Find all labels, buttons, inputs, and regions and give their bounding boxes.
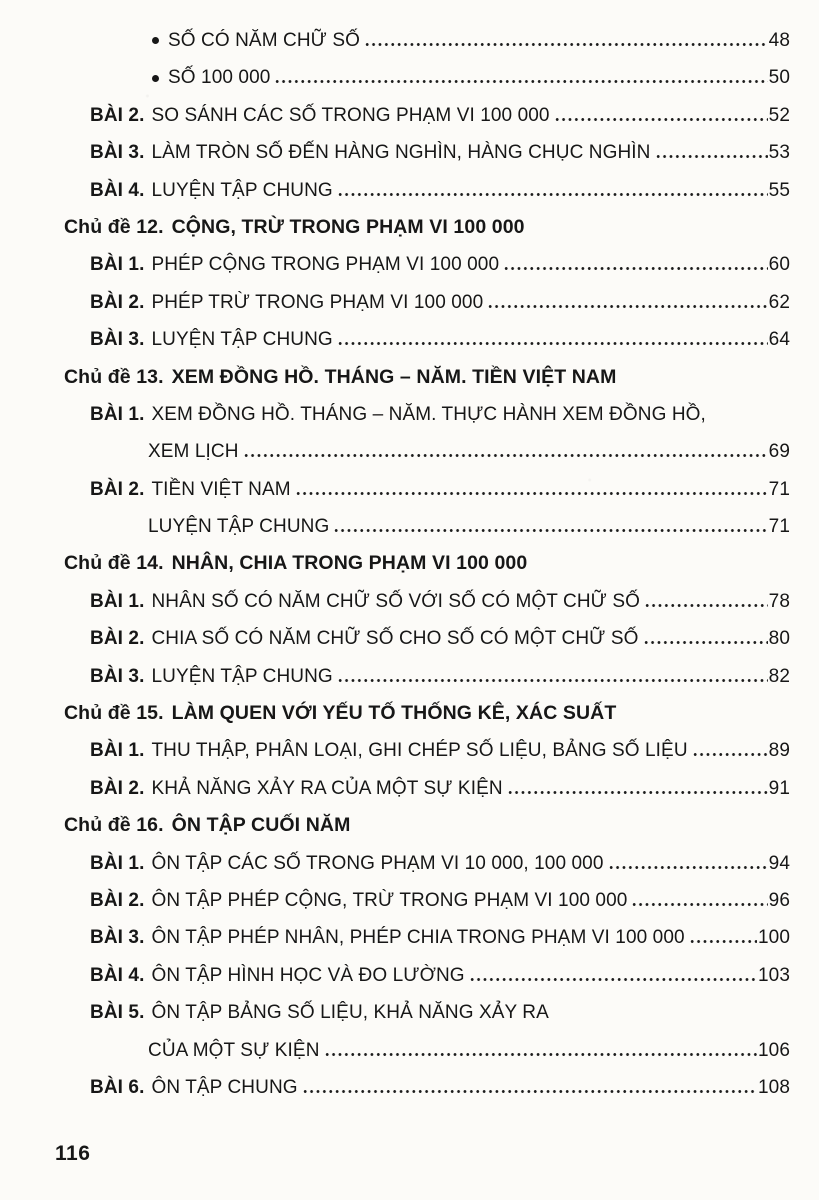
toc-entry-label: BÀI 3. [90,329,145,351]
toc-entry-label: BÀI 2. [90,889,145,911]
toc-entry [0,620,790,657]
page-number: 116 [55,1142,91,1165]
toc-entry-page: 91 [768,777,790,799]
toc-entry-title: THU THẬP, PHÂN LOẠI, GHI CHÉP SỐ LIỆU, BẢNG SỐ LIỆU [151,740,688,762]
bullet-icon [152,75,159,82]
toc-entry-label: BÀI 2. [90,104,145,126]
dot-leader [692,753,768,756]
toc-entry-page: 108 [757,1076,790,1098]
dot-leader [333,529,767,532]
dot-leader [503,267,768,270]
toc-entry-page: 53 [768,142,790,164]
toc-entry-label: BÀI 1. [90,590,145,612]
toc-entry [0,807,790,844]
toc-entry-label: Chủ đề 15. [64,702,164,725]
dot-leader [608,866,768,869]
toc-entry-page: 48 [768,30,790,51]
toc-entry-label: BÀI 1. [90,740,145,762]
dot-leader [469,978,757,981]
dot-leader [337,193,768,196]
toc-entry [0,433,790,470]
toc-entry [0,658,790,695]
toc-entry [0,1032,790,1069]
dot-leader [643,641,768,644]
toc-entry-page: 89 [768,740,790,762]
toc-entry-page: 78 [768,590,790,612]
toc-entry-label: BÀI 4. [90,179,145,201]
toc-entry-title: PHÉP CỘNG TRONG PHẠM VI 100 000 [151,254,500,276]
toc-entry [0,172,790,209]
toc-entry-page: 55 [768,179,790,201]
toc-entry-title: ÔN TẬP CHUNG [151,1076,298,1098]
dot-leader [302,1090,757,1093]
toc-entry [0,695,790,732]
toc-entry-page: 52 [768,104,790,126]
toc-entry-title: ÔN TẬP BẢNG SỐ LIỆU, KHẢ NĂNG XẢY RA [151,1002,549,1024]
toc-entry-label: BÀI 1. [90,852,145,874]
toc-entry-title: XEM LỊCH [148,441,239,463]
toc-entry [0,545,790,582]
dot-leader [295,492,768,495]
toc-entry-title: LUYỆN TẬP CHUNG [151,179,333,201]
toc-entry-label: BÀI 6. [90,1076,145,1098]
dot-leader [487,305,767,308]
toc-entry-title: ÔN TẬP CUỐI NĂM [171,814,351,837]
dot-leader [337,679,768,682]
dot-leader [364,43,768,46]
toc-entry-title: NHÂN, CHIA TRONG PHẠM VI 100 000 [171,552,528,575]
toc-entry [0,134,790,171]
toc-entry-label: BÀI 1. [90,254,145,276]
toc-entry-label: Chủ đề 12. [64,215,164,238]
dot-leader [644,604,768,607]
toc-entry-title: LÀM TRÒN SỐ ĐẾN HÀNG NGHÌN, HÀNG CHỤC NGHÌN [151,142,651,164]
toc-entry-page: 69 [768,441,790,463]
toc-list [0,22,790,1106]
toc-entry-page: 60 [768,254,790,276]
toc-entry-title: KHẢ NĂNG XẢY RA CỦA MỘT SỰ KIỆN [151,777,503,799]
toc-entry-page: 62 [768,291,790,313]
toc-entry [0,732,790,769]
dot-leader [655,155,768,158]
toc-entry-label: BÀI 1. [90,403,145,425]
toc-entry-label: BÀI 2. [90,777,145,799]
toc-entry [0,1069,790,1106]
toc-entry [0,359,790,396]
toc-entry [0,471,790,508]
toc-entry-title: XEM ĐỒNG HỒ. THÁNG – NĂM. TIỀN VIỆT NAM [171,365,617,388]
toc-entry-page: 50 [768,67,790,89]
toc-entry-label: BÀI 2. [90,478,145,500]
toc-entry [0,770,790,807]
toc-entry-title: TIỀN VIỆT NAM [151,478,291,500]
dot-leader [689,940,757,943]
toc-entry-title: SO SÁNH CÁC SỐ TRONG PHẠM VI 100 000 [151,104,550,126]
dot-leader [274,80,767,83]
toc-entry [0,957,790,994]
toc-entry [0,246,790,283]
dot-leader [507,791,768,794]
bullet-icon [152,37,159,44]
dot-leader [631,903,767,906]
toc-entry [0,97,790,134]
toc-entry-label: Chủ đề 16. [64,814,164,837]
toc-entry [0,583,790,620]
toc-entry-label: BÀI 3. [90,142,145,164]
toc-entry-title: PHÉP TRỪ TRONG PHẠM VI 100 000 [151,291,484,313]
toc-entry-title: LUYỆN TẬP CHUNG [151,329,333,351]
toc-entry [0,919,790,956]
toc-entry [0,845,790,882]
dot-leader [324,1053,757,1056]
toc-entry-title: ÔN TẬP HÌNH HỌC VÀ ĐO LƯỜNG [151,964,465,986]
toc-entry-label: BÀI 4. [90,964,145,986]
toc-entry-page: 103 [757,964,790,986]
toc-entry-title: LÀM QUEN VỚI YẾU TỐ THỐNG KÊ, XÁC SUẤT [171,702,617,725]
toc-entry-label: BÀI 5. [90,1002,145,1024]
toc-entry [0,994,790,1031]
toc-entry-label: BÀI 2. [90,291,145,313]
toc-entry-page: 80 [768,628,790,650]
toc-entry-page: 106 [757,1039,790,1061]
toc-entry-page: 71 [768,478,790,500]
toc-entry-label: Chủ đề 13. [64,365,164,388]
toc-entry-label: BÀI 2. [90,628,145,650]
toc-entry-label: BÀI 3. [90,665,145,687]
toc-entry-title: LUYỆN TẬP CHUNG [151,665,333,687]
toc-entry-label: BÀI 3. [90,927,145,949]
toc-entry-title: CỦA MỘT SỰ KIỆN [148,1039,320,1061]
toc-entry-page: 100 [757,927,790,949]
toc-entry-title: LUYỆN TẬP CHUNG [148,516,330,538]
toc-entry [0,209,790,246]
dot-leader [243,454,768,457]
toc-entry-title: SỐ CÓ NĂM CHỮ SỐ [168,30,361,51]
dot-leader [554,118,768,121]
toc-entry [0,284,790,321]
toc-entry [0,882,790,919]
toc-entry [0,321,790,358]
toc-entry [0,396,790,433]
toc-entry [0,508,790,545]
toc-entry [0,59,790,96]
toc-entry-title: NHÂN SỐ CÓ NĂM CHỮ SỐ VỚI SỐ CÓ MỘT CHỮ SỐ [151,590,641,612]
toc-entry-page: 64 [768,329,790,351]
toc-entry-page: 82 [768,665,790,687]
toc-entry-title: CỘNG, TRỪ TRONG PHẠM VI 100 000 [171,215,525,238]
toc-entry-title: ÔN TẬP CÁC SỐ TRONG PHẠM VI 10 000, 100 000 [151,852,604,874]
dot-leader [337,342,768,345]
toc-entry-title: ÔN TẬP PHÉP CỘNG, TRỪ TRONG PHẠM VI 100 000 [151,889,628,911]
toc-entry-title: ÔN TẬP PHÉP NHÂN, PHÉP CHIA TRONG PHẠM VI 100 000 [151,927,685,949]
toc-entry-label: Chủ đề 14. [64,552,164,575]
toc-entry [0,22,790,59]
toc-entry-page: 71 [768,516,790,538]
toc-entry-page: 96 [768,889,790,911]
toc-entry-title: XEM ĐỒNG HỒ. THÁNG – NĂM. THỰC HÀNH XEM ĐỒNG HỒ, [151,403,706,425]
toc-entry-title: SỐ 100 000 [168,67,271,89]
toc-entry-title: CHIA SỐ CÓ NĂM CHỮ SỐ CHO SỐ CÓ MỘT CHỮ SỐ [151,628,639,650]
toc-entry-page: 94 [768,852,790,874]
